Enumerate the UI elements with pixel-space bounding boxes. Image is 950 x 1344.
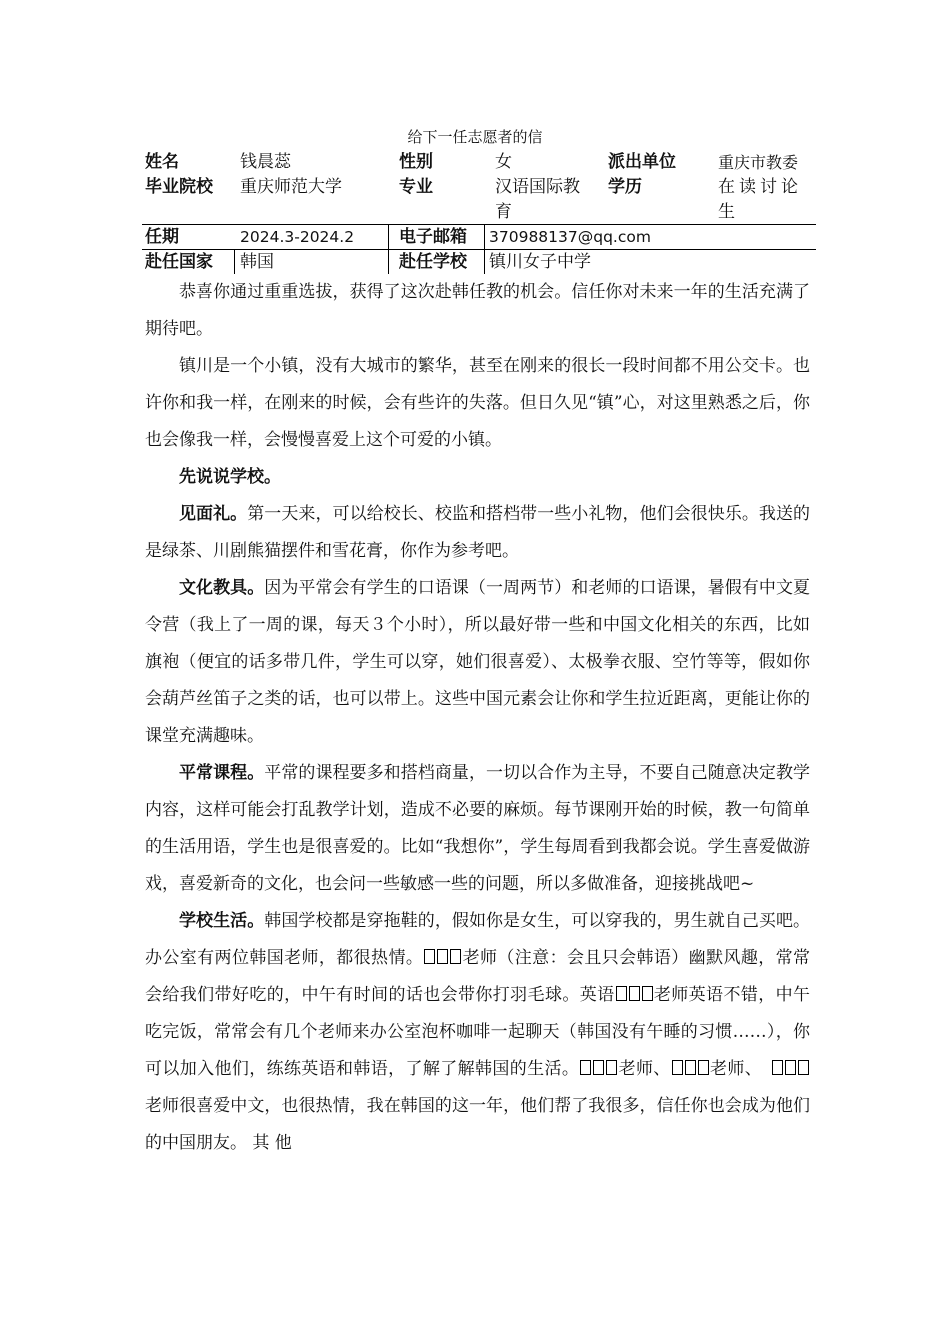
- paragraph-text: 老师、: [618, 1059, 671, 1079]
- major-value-line1: 汉语国际教: [495, 177, 580, 197]
- missing-glyph-icon: [616, 986, 627, 1001]
- paragraph-town: [145, 348, 810, 459]
- section-heading: 学校生活。: [179, 911, 265, 931]
- missing-glyph-icon: [698, 1060, 709, 1075]
- missing-glyph-icon: [772, 1060, 783, 1075]
- paragraph-text: 老师英语不错，中午吃完饭，常常会有几个老师来办公室泡杯咖啡一起聊天（韩国没有午睡的习惯……），你可以加入他们，练练英语和韩语，了解了解韩国的生活。: [145, 985, 810, 1079]
- paragraph-school-intro: [145, 459, 810, 496]
- missing-glyph-icon: [672, 1060, 683, 1075]
- paragraph-congrats: [145, 274, 810, 348]
- letter-body: [145, 274, 810, 1162]
- paragraph-text: 老师、: [709, 1059, 754, 1079]
- paragraph-courses: [145, 755, 810, 903]
- missing-glyph-icon: [580, 1060, 591, 1075]
- missing-glyph-icon: [798, 1060, 809, 1075]
- missing-glyph-icon: [629, 986, 640, 1001]
- paragraph-text: 老师（注意：会且只会韩语）幽默风趣，常常会给我们带好吃的，中午有时间的话也会带你打羽毛球。英语: [145, 948, 811, 1005]
- paragraph-teaching-aids: [145, 570, 810, 755]
- missing-glyph-icon: [642, 986, 653, 1001]
- paragraph-text: 第一天来，可以给校长、校监和搭档带一些小礼物，他们会很快乐。我送的是绿茶、川剧熊猫摆件和雪花膏，你作为参考吧。: [145, 504, 811, 561]
- missing-glyph-icon: [785, 1060, 796, 1075]
- paragraph-text: 老师很喜爱中文，也很热情，我在韩国的这一年，他们帮了我很多，信任你也会成为他们的中国朋友。 其 他: [145, 1096, 810, 1153]
- email-value: 370988137@qq.com: [489, 228, 651, 246]
- gender-value: 女: [495, 152, 512, 172]
- unit-value: 重庆市教委: [718, 153, 799, 172]
- host-school-label: 赴任学校: [399, 252, 467, 272]
- gender-label: 性别: [399, 152, 433, 172]
- paragraph-text: 恭喜你通过重重选拔，获得了这次赴韩任教的机会。信任你对未来一年的生活充满了期待吧。: [145, 282, 810, 339]
- section-heading: 先说说学校。: [179, 467, 281, 487]
- school-value: 重庆师范大学: [240, 177, 342, 197]
- missing-glyph-icon: [437, 949, 448, 964]
- table-rule: [388, 224, 389, 274]
- missing-glyph-icon: [450, 949, 461, 964]
- degree-value-line2: 生: [718, 202, 735, 222]
- section-heading: 平常课程。: [179, 763, 265, 783]
- missing-glyph-icon: [593, 1060, 604, 1075]
- paragraph-text: 韩国学校都是穿拖鞋的，假如你是女生，可以穿我的，男生就自己买吧。办公室有两位韩国老师，都很热情。: [145, 911, 811, 968]
- paragraph-text: 平常的课程要多和搭档商量，一切以合作为主导，不要自己随意决定教学内容，这样可能会打乱教学计划，造成不必要的麻烦。每节课刚开始的时候，教一句简单的生活用语，学生也是很喜爱的。比如“我想你”，学生每周看到我都会说。学生喜爱做游戏，喜爱新奇的文化，也会问一些敏感一些的问题，所以多做准备，迎接挑战吧~: [145, 763, 811, 894]
- missing-glyph-icon: [685, 1060, 696, 1075]
- unit-label: 派出单位: [608, 152, 676, 172]
- major-value-line2: 育: [495, 202, 512, 222]
- section-heading: 见面礼。: [179, 504, 248, 524]
- major-label: 专业: [399, 177, 433, 197]
- paragraph-gifts: [145, 496, 810, 570]
- name-value: 钱晨蕊: [240, 152, 291, 172]
- country-value: 韩国: [240, 252, 274, 272]
- paragraph-text: 因为平常会有学生的口语课（一周两节）和老师的口语课，暑假有中文夏令营（我上了一周的课，每天３个小时），所以最好带一些和中国文化相关的东西，比如旗袍（便宜的话多带几件，学生可以穿，她们很喜爱）、太极拳衣服、空竹等等，假如你会葫芦丝笛子之类的话，也可以带上。这些中国元素会让你和学生拉近距离，更能让你的课堂充满趣味。: [145, 578, 811, 746]
- degree-label: 学历: [608, 177, 642, 197]
- table-rule: [484, 224, 485, 274]
- section-heading: 文化教具。: [179, 578, 265, 598]
- term-label: 任期: [145, 227, 179, 247]
- degree-value-line1: 在读讨论: [718, 177, 802, 197]
- country-label: 赴任国家: [145, 252, 213, 272]
- table-rule: [142, 224, 816, 225]
- missing-glyph-icon: [606, 1060, 617, 1075]
- name-label: 姓名: [145, 152, 179, 172]
- table-rule: [142, 249, 816, 250]
- school-label: 毕业院校: [145, 177, 213, 197]
- paragraph-text: 镇川是一个小镇，没有大城市的繁华，甚至在刚来的很长一段时间都不用公交卡。也许你和我一样，在刚来的时候，会有些许的失落。但日久见“镇”心，对这里熟悉之后，你也会像我一样，会慢慢喜爱上这个可爱的小镇。: [145, 356, 810, 450]
- paragraph-school-life: [145, 903, 810, 1162]
- email-label: 电子邮箱: [399, 227, 467, 247]
- host-school-value: 镇川女子中学: [489, 252, 591, 272]
- document-title: 给下一任志愿者的信: [407, 128, 543, 146]
- table-rule: [234, 249, 235, 274]
- missing-glyph-icon: [424, 949, 435, 964]
- term-value: 2024.3-2024.2: [240, 228, 355, 246]
